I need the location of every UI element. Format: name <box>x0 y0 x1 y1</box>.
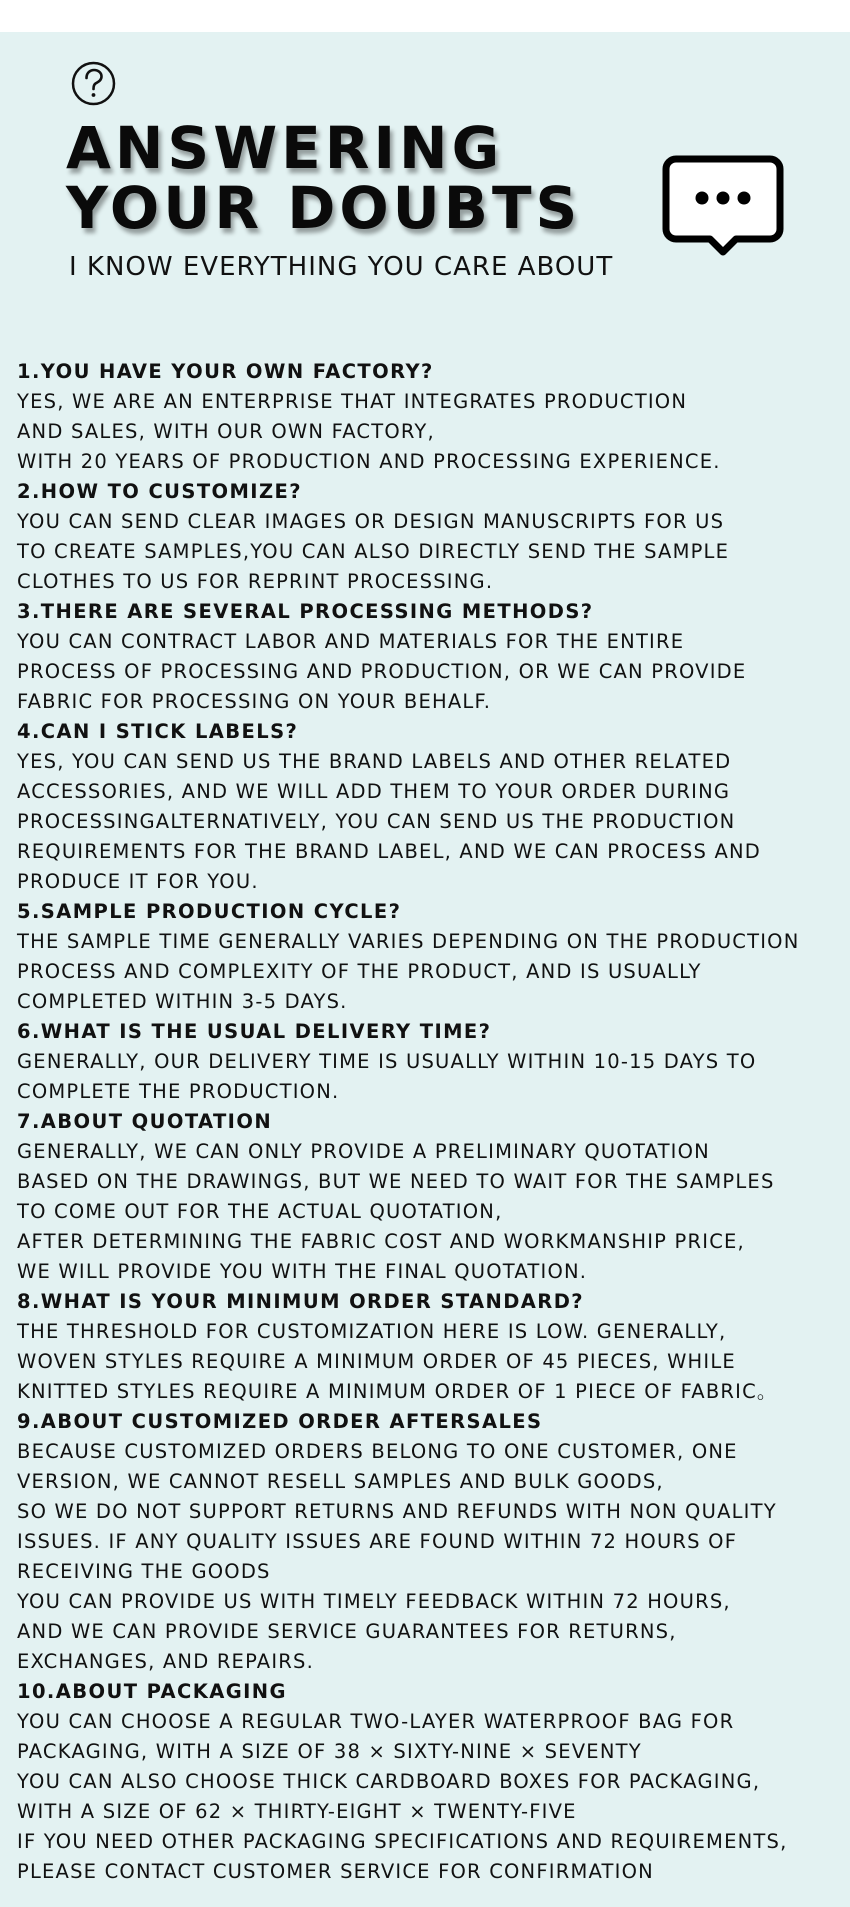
faq-answer-line: AFTER DETERMINING THE FABRIC COST AND WORKMANSHIP PRICE, <box>17 1230 745 1253</box>
faq-answer-line: YOU CAN ALSO CHOOSE THICK CARDBOARD BOXES FOR PACKAGING, <box>17 1770 761 1793</box>
faq-answer-line: IF YOU NEED OTHER PACKAGING SPECIFICATIONS AND REQUIREMENTS, <box>17 1830 788 1853</box>
faq-answer-line: PROCESS AND COMPLEXITY OF THE PRODUCT, AND IS USUALLY <box>17 960 702 983</box>
faq-answer-line: WITH 20 YEARS OF PRODUCTION AND PROCESSING EXPERIENCE. <box>17 450 721 473</box>
faq-question: 8.WHAT IS YOUR MINIMUM ORDER STANDARD? <box>17 1290 585 1313</box>
faq-answer-line: WE WILL PROVIDE YOU WITH THE FINAL QUOTATION. <box>17 1260 588 1283</box>
faq-answer-line: EXCHANGES, AND REPAIRS. <box>17 1650 315 1673</box>
faq-answer-line: CLOTHES TO US FOR REPRINT PROCESSING. <box>17 570 494 593</box>
title-line-1: ANSWERING <box>66 114 504 182</box>
faq-answer-line: GENERALLY, OUR DELIVERY TIME IS USUALLY WITHIN 10-15 DAYS TO <box>17 1050 757 1073</box>
page-subtitle: I KNOW EVERYTHING YOU CARE ABOUT <box>69 252 614 282</box>
faq-answer-line: GENERALLY, WE CAN ONLY PROVIDE A PRELIMINARY QUOTATION <box>17 1140 710 1163</box>
faq-answer-line: REQUIREMENTS FOR THE BRAND LABEL, AND WE CAN PROCESS AND <box>17 840 761 863</box>
faq-question: 7.ABOUT QUOTATION <box>17 1110 273 1133</box>
faq-answer-line: KNITTED STYLES REQUIRE A MINIMUM ORDER OF 1 PIECE OF FABRIC。 <box>17 1380 778 1403</box>
faq-answer-line: YES, WE ARE AN ENTERPRISE THAT INTEGRATES PRODUCTION <box>17 390 688 413</box>
faq-answer-line: AND SALES, WITH OUR OWN FACTORY, <box>17 420 435 443</box>
faq-question: 10.ABOUT PACKAGING <box>17 1680 287 1703</box>
faq-list <box>17 357 843 1887</box>
faq-answer-line: SO WE DO NOT SUPPORT RETURNS AND REFUNDS WITH NON QUALITY <box>17 1500 777 1523</box>
faq-answer-line: YOU CAN PROVIDE US WITH TIMELY FEEDBACK WITHIN 72 HOURS, <box>17 1590 731 1613</box>
faq-answer-line: FABRIC FOR PROCESSING ON YOUR BEHALF. <box>17 690 492 713</box>
faq-answer-line: BASED ON THE DRAWINGS, BUT WE NEED TO WAIT FOR THE SAMPLES <box>17 1170 775 1193</box>
faq-answer-line: YOU CAN CONTRACT LABOR AND MATERIALS FOR THE ENTIRE <box>17 630 685 653</box>
faq-question: 9.ABOUT CUSTOMIZED ORDER AFTERSALES <box>17 1410 543 1433</box>
faq-answer-line: ACCESSORIES, AND WE WILL ADD THEM TO YOUR ORDER DURING <box>17 780 731 803</box>
faq-answer-line: TO COME OUT FOR THE ACTUAL QUOTATION, <box>17 1200 503 1223</box>
faq-answer-line: PLEASE CONTACT CUSTOMER SERVICE FOR CONFIRMATION <box>17 1860 654 1883</box>
title-line-2: YOUR DOUBTS <box>66 174 582 242</box>
faq-question: 2.HOW TO CUSTOMIZE? <box>17 480 302 503</box>
faq-question: 1.YOU HAVE YOUR OWN FACTORY? <box>17 360 434 383</box>
faq-question: 5.SAMPLE PRODUCTION CYCLE? <box>17 900 402 923</box>
faq-question: 6.WHAT IS THE USUAL DELIVERY TIME? <box>17 1020 492 1043</box>
faq-answer-line: VERSION, WE CANNOT RESELL SAMPLES AND BULK GOODS, <box>17 1470 664 1493</box>
faq-answer-line: THE SAMPLE TIME GENERALLY VARIES DEPENDING ON THE PRODUCTION <box>17 930 800 953</box>
faq-answer-line: RECEIVING THE GOODS <box>17 1560 271 1583</box>
faq-question: 4.CAN I STICK LABELS? <box>17 720 299 743</box>
faq-answer-line: YOU CAN CHOOSE A REGULAR TWO-LAYER WATERPROOF BAG FOR <box>17 1710 735 1733</box>
faq-answer-line: AND WE CAN PROVIDE SERVICE GUARANTEES FOR RETURNS, <box>17 1620 677 1643</box>
page-title <box>66 114 582 242</box>
faq-answer-line: WOVEN STYLES REQUIRE A MINIMUM ORDER OF 45 PIECES, WHILE <box>17 1350 736 1373</box>
faq-answer-line: COMPLETED WITHIN 3-5 DAYS. <box>17 990 348 1013</box>
faq-answer-line: YES, YOU CAN SEND US THE BRAND LABELS AND OTHER RELATED <box>17 750 732 773</box>
faq-answer-line: PROCESS OF PROCESSING AND PRODUCTION, OR WE CAN PROVIDE <box>17 660 747 683</box>
faq-answer-line: WITH A SIZE OF 62 × THIRTY-EIGHT × TWENTY-FIVE <box>17 1800 577 1823</box>
chat-bubble-icon <box>662 153 784 259</box>
faq-answer-line: BECAUSE CUSTOMIZED ORDERS BELONG TO ONE CUSTOMER, ONE <box>17 1440 738 1463</box>
faq-answer-line: ISSUES. IF ANY QUALITY ISSUES ARE FOUND WITHIN 72 HOURS OF <box>17 1530 738 1553</box>
faq-answer-line: TO CREATE SAMPLES,YOU CAN ALSO DIRECTLY SEND THE SAMPLE <box>17 540 730 563</box>
faq-answer-line: PACKAGING, WITH A SIZE OF 38 × SIXTY-NINE × SEVENTY <box>17 1740 642 1763</box>
faq-answer-line: COMPLETE THE PRODUCTION. <box>17 1080 340 1103</box>
faq-answer-line: PROCESSINGALTERNATIVELY, YOU CAN SEND US THE PRODUCTION <box>17 810 736 833</box>
question-mark-icon <box>71 61 116 106</box>
faq-answer-line: THE THRESHOLD FOR CUSTOMIZATION HERE IS LOW. GENERALLY, <box>17 1320 727 1343</box>
faq-answer-line: YOU CAN SEND CLEAR IMAGES OR DESIGN MANUSCRIPTS FOR US <box>17 510 725 533</box>
faq-answer-line: PRODUCE IT FOR YOU. <box>17 870 259 893</box>
faq-question: 3.THERE ARE SEVERAL PROCESSING METHODS? <box>17 600 594 623</box>
